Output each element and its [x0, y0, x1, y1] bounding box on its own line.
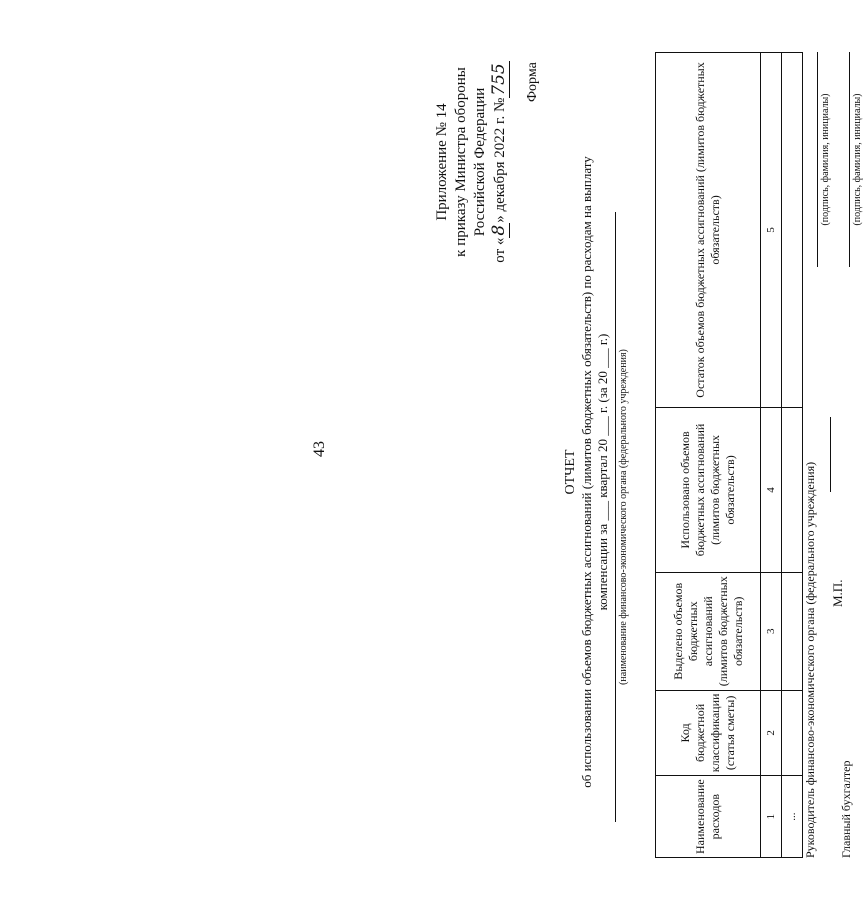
report-table — [655, 52, 803, 858]
order-number: 755 — [489, 63, 509, 96]
column-number: 2 — [761, 690, 782, 776]
table-header-row — [656, 53, 761, 858]
report-subtitle-2: компенсации за ___ квартал 20 ___ г. (за 20 ___ г.) — [595, 333, 610, 611]
appendix-block — [433, 32, 510, 292]
header-used: Использовано объемов бюджетных ассигнований (лимитов бюджетных обязательств) — [656, 407, 761, 572]
report-title: ОТЧЕТ — [563, 449, 578, 495]
appendix-title: Приложение № 14 — [434, 103, 450, 221]
report-subtitle-1: об использовании объемов бюджетных ассигнований (лимитов бюджетных обязательств) по расходам на выплату — [579, 156, 594, 788]
column-number: 1 — [761, 776, 782, 858]
stamp-label: М.П. — [830, 579, 845, 607]
document-sheet — [425, 32, 865, 892]
column-number: 5 — [761, 53, 782, 408]
appendix-date — [490, 32, 510, 292]
table-cell: ... — [782, 776, 803, 858]
appendix-order: к приказу Министра обороны — [453, 67, 469, 257]
header-remaining: Остаток объемов бюджетных ассигнований (лимитов бюджетных обязательств) — [656, 53, 761, 408]
date-prefix: от « — [492, 237, 508, 263]
report-title-block — [563, 72, 611, 872]
form-label: Форма — [525, 62, 540, 102]
accountant-signature-caption: (подпись, фамилия, инициалы) — [849, 52, 863, 267]
head-signature-label: Руководитель финансово-экономического органа (федерального учреждения) — [803, 461, 817, 858]
header-budget-code: Код бюджетной классификации (статья сметы) — [656, 690, 761, 776]
date-day: 8 — [489, 224, 509, 236]
date-middle: » декабря 2022 г. № — [492, 97, 508, 223]
table-cell — [782, 690, 803, 776]
appendix-country: Российской Федерации — [472, 87, 488, 237]
org-name-caption: (наименование финансово-экономического органа (федерального учреждения) — [615, 212, 629, 822]
head-signature-caption: (подпись, фамилия, инициалы) — [817, 52, 831, 267]
header-allocated: Выделено объемов бюджетных ассигнований (лимитов бюджетных обязательств) — [656, 572, 761, 690]
table-number-row — [761, 53, 782, 858]
header-expense-name: Наименование расходов — [656, 776, 761, 858]
stamp-line — [830, 417, 831, 492]
table-cell — [782, 53, 803, 408]
table-cell — [782, 407, 803, 572]
column-number: 4 — [761, 407, 782, 572]
table-row — [782, 53, 803, 858]
column-number: 3 — [761, 572, 782, 690]
accountant-signature-label: Главный бухгалтер — [839, 760, 853, 858]
page-number: 43 — [311, 441, 328, 457]
table-cell — [782, 572, 803, 690]
